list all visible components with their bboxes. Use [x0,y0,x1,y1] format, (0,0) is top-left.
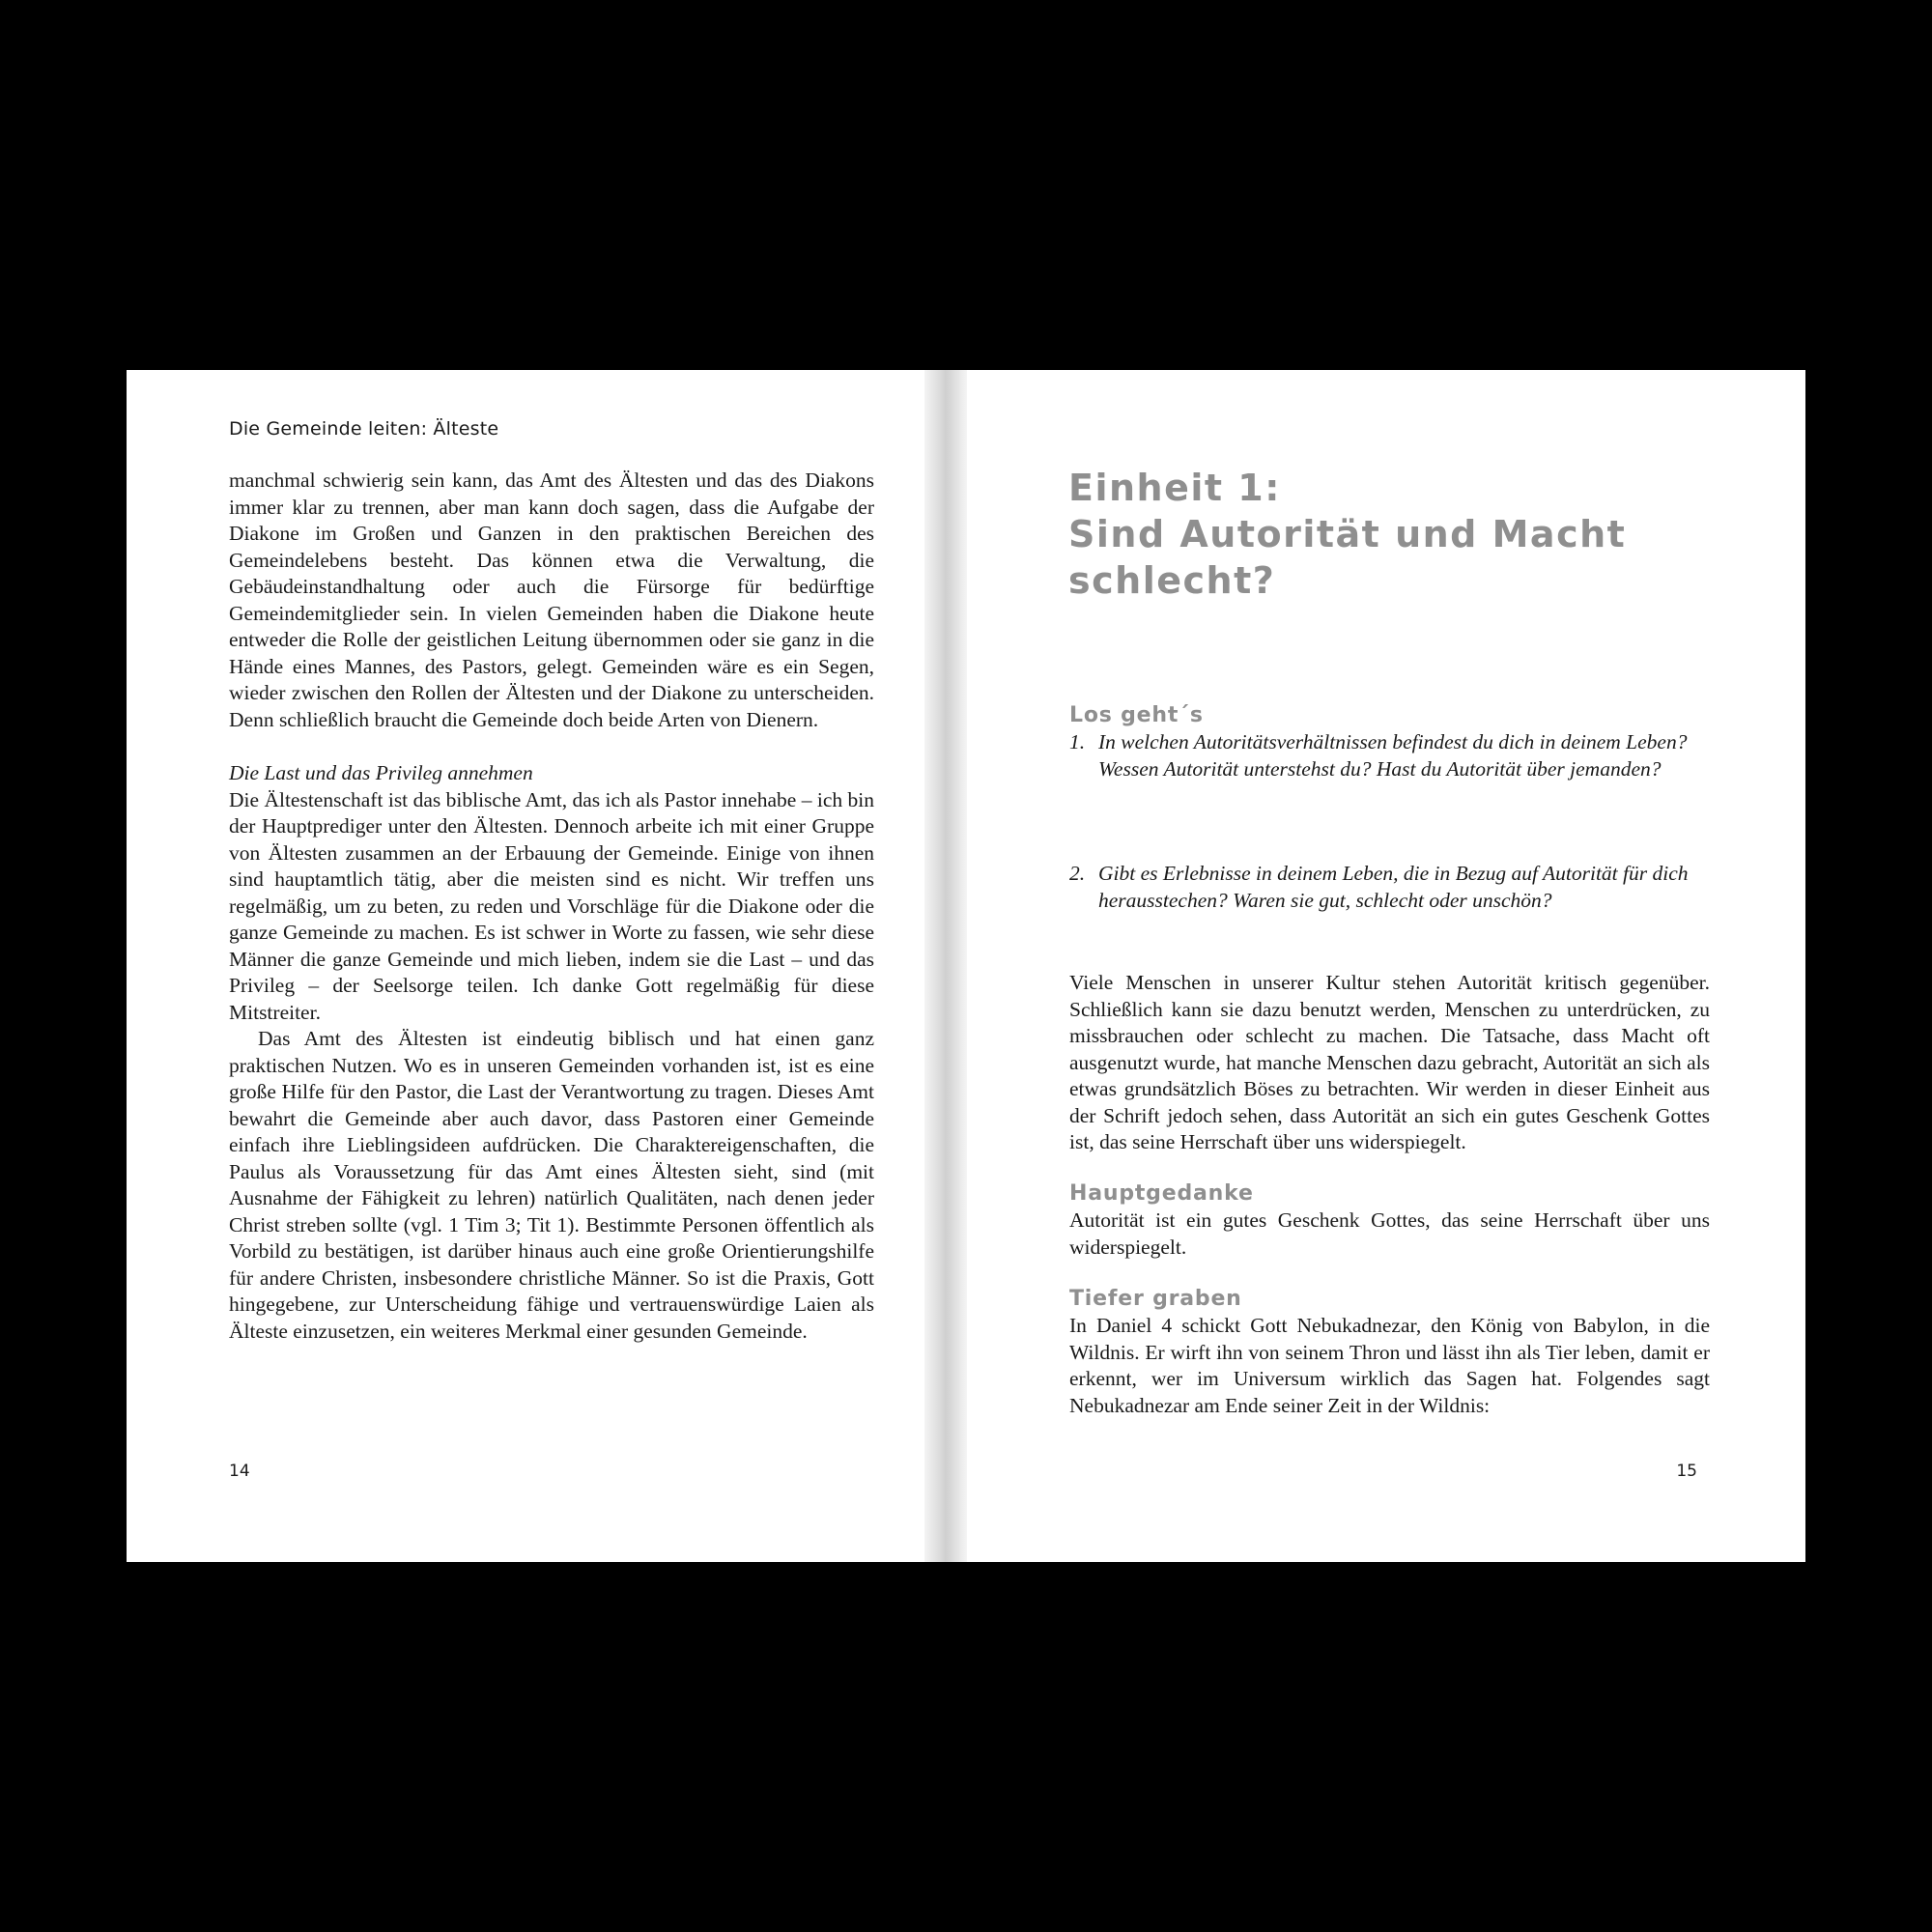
page-number: 15 [1676,1462,1697,1481]
unit-title-line: Einheit 1: [1068,467,1281,509]
question-2-block [1069,861,1710,914]
section-hauptgedanke [1069,1180,1710,1261]
book-gutter [924,370,967,1562]
section-heading: Tiefer graben [1069,1287,1242,1311]
question-number: 1. [1069,730,1086,753]
question-text: Gibt es Erlebnisse in deinem Leben, die in Bezug auf Autorität für dich herausstechen? Waren sie gut, schlecht oder unschön? [1098,862,1689,912]
right-page [967,370,1805,1562]
paragraph: Die Ältestenschaft ist das biblische Amt, das ich als Pastor innehabe – ich bin der Hauptprediger unter den Ältesten. Dennoch arbeite ich mit einer Gruppe von Ältesten zusammen an der Erbauung der Gemeinde. Einige von ihnen sind hauptamtlich tätig, aber die meisten sind es nicht. Wir treffen uns regelmäßig, um zu beten, zu reden und Vorschläge für die Diakone oder die ganze Gemeinde zu machen. Es ist schwer in Worte zu fassen, wie sehr diese Männer die ganze Gemeinde und mich lieben, indem sie die Last – und das Privileg – der Seelsorge teilen. Ich danke Gott regelmäßig für diese Mitstreiter. [229,787,874,1024]
paragraph: manchmal schwierig sein kann, das Amt des Ältesten und das des Diakons immer klar zu trennen, aber man kann doch sagen, dass die Aufgabe der Diakone im Großen und Ganzen in den praktischen Bereichen des Gemeindelebens besteht. Das können etwa die Verwaltung, die Gebäudeinstandhaltung oder auch die Fürsorge für bedürftige Gemeindemitglieder sein. In vielen Gemeinden haben die Diakone heute entweder die Rolle der geistlichen Leitung übernommen oder sie ganz in die Hände eines Mannes, des Pastors, gelegt. Gemeinden wäre es ein Segen, wieder zwischen den Rollen der Ältesten und der Diakone zu unterscheiden. Denn schließlich braucht die Gemeinde doch beide Arten von Dienern. [229,469,874,731]
unit-title [1068,465,1725,604]
question-list [1069,861,1710,914]
section-tiefer-graben [1069,1286,1710,1419]
section-heading: Los geht´s [1069,703,1204,727]
section-heading: Hauptgedanke [1069,1181,1254,1206]
running-head: Die Gemeinde leiten: Älteste [229,418,499,440]
intro-paragraph: Viele Menschen in unserer Kultur stehen Autorität kritisch gegenüber. Schließlich kann sie dazu benutzt werden, Menschen zu unterdrücken, zu missbrauchen oder schlecht zu machen. Die Tatsache, dass Macht oft ausgenutzt wurde, hat manche Menschen dazu gebracht, Autorität an sich als etwas grundsätzlich Böses zu betrachten. Wir werden in dieser Einheit aus der Schrift jedoch sehen, dass Autorität an sich ein gutes Geschenk Gottes ist, das seine Herrschaft über uns widerspiegelt. [1069,971,1710,1153]
book-spread [127,370,1805,1562]
page-number: 14 [229,1462,250,1481]
question-item [1069,861,1710,914]
left-body-text [229,468,874,1345]
question-item [1069,729,1710,782]
left-page [127,370,924,1562]
paragraph: Das Amt des Ältesten ist eindeutig biblisch und hat einen ganz praktischen Nutzen. Wo es in unseren Gemeinden vorhanden ist, ist es eine große Hilfe für den Pastor, die Last der Verantwortung zu tragen. Dieses Amt bewahrt die Gemeinde aber auch davor, dass Pastoren einer Gemeinde einfach ihre Lieblingsideen aufdrücken. Die Charaktereigenschaften, die Paulus als Voraussetzung für das Amt eines Ältesten sieht, sind (mit Ausnahme der Fähigkeit zu lehren) natürlich Qualitäten, nach denen jeder Christ streben sollte (vgl. 1 Tim 3; Tit 1). Bestimmte Personen öffentlich als Vorbild zu bestätigen, ist darüber hinaus auch eine große Orientierungshilfe für andere Christen, insbesondere christliche Männer. So ist die Praxis, Gott hingegebene, zur Unterscheidung fähige und vertrauenswürdige Laien als Älteste einzusetzen, ein weiteres Merkmal einer gesunden Gemeinde. [229,1027,874,1343]
section-los-gehts [1069,702,1710,782]
intro-block [1069,970,1710,1156]
question-text: In welchen Autoritätsverhältnissen befindest du dich in deinem Leben? Wessen Autorität unterstehst du? Hast du Autorität über jemanden? [1098,730,1688,781]
unit-title-line: Sind Autorität und Macht [1068,513,1627,555]
unit-title-line: schlecht? [1068,559,1276,602]
italic-subheading: Die Last und das Privileg annehmen [229,761,533,784]
main-idea-paragraph: Autorität ist ein gutes Geschenk Gottes, das seine Herrschaft über uns widerspiegelt. [1069,1208,1710,1259]
question-number: 2. [1069,862,1086,885]
question-list [1069,729,1710,782]
deeper-paragraph: In Daniel 4 schickt Gott Nebukadnezar, den König von Babylon, in die Wildnis. Er wirft ihn von seinem Thron und lässt ihn als Tier leben, damit er erkennt, wer im Universum wirklich das Sagen hat. Folgendes sagt Nebukadnezar am Ende seiner Zeit in der Wildnis: [1069,1314,1710,1417]
